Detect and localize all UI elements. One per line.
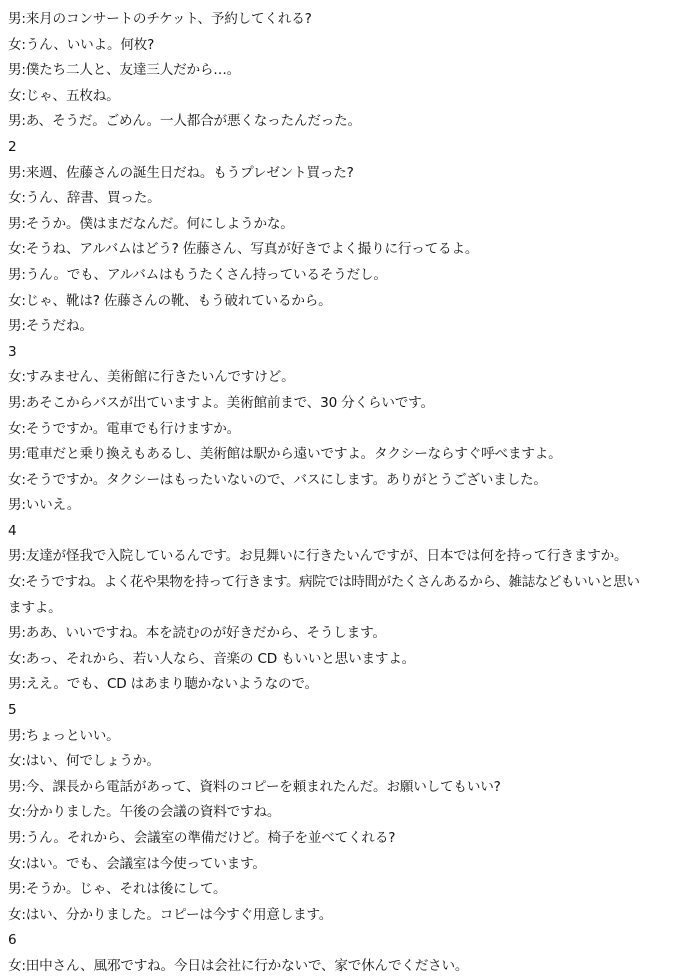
- section-number: 2: [8, 138, 17, 155]
- transcript-line: 男:ちょっといい。: [8, 727, 120, 744]
- transcript-line: 女:じゃ、靴は? 佐藤さんの靴、もう破れているから。: [8, 292, 332, 309]
- transcript-line: 女:うん、いいよ。何枚?: [8, 36, 155, 53]
- transcript-line: 男:あ、そうだ。ごめん。一人都合が悪くなったんだった。: [8, 113, 361, 130]
- section-number: 5: [8, 702, 17, 719]
- transcript-line: 男:うん。でも、アルバムはもうたくさん持っているそうだし。: [8, 266, 387, 283]
- section-number: 6: [8, 932, 17, 949]
- transcript-line: 男:あそこからバスが出ていますよ。美術館前まで、30 分くらいです。: [8, 394, 434, 411]
- transcript-line: 女:分かりました。午後の会議の資料ですね。: [8, 804, 281, 821]
- transcript-line: 男:そうか。じゃ、それは後にして。: [8, 881, 227, 898]
- transcript-line: 女:そうですか。電車でも行けますか。: [8, 420, 241, 437]
- transcript-line: 男:今、課長から電話があって、資料のコピーを頼まれたんだ。お願いしてもいい?: [8, 778, 501, 795]
- section-number: 3: [8, 343, 17, 360]
- transcript-line: 男:僕たち二人と、友達三人だから…。: [8, 62, 241, 79]
- transcript-line: 男:ああ、いいですね。本を読むのが好きだから、そうします。: [8, 625, 386, 642]
- transcript-line: 男:いいえ。: [8, 497, 81, 514]
- transcript-line: 男:ええ。でも、CD はあまり聴かないようなので。: [8, 676, 318, 693]
- transcript-line: 男:そうか。僕はまだなんだ。何にしようかな。: [8, 215, 294, 232]
- transcript-line: 女:うん、辞書、買った。: [8, 190, 161, 207]
- transcript-line: 男:友達が怪我で入院しているんです。お見舞いに行きたいんですが、日本では何を持って行きますか。: [8, 548, 628, 565]
- transcript-line: 女:はい、分かりました。コピーは今すぐ用意します。: [8, 906, 333, 923]
- transcript-line: 男:うん。それから、会議室の準備だけど。椅子を並べてくれる?: [8, 830, 396, 846]
- transcript-line: 女:はい、何でしょうか。: [8, 753, 160, 770]
- transcript-line: 男:電車だと乗り換えもあるし、美術館は駅から遠いですよ。タクシーならすぐ呼べますよ。: [8, 446, 562, 463]
- transcript-line: 男:来月のコンサートのチケット、予約してくれる?: [8, 11, 312, 27]
- transcript-line-continuation: ますよ。: [8, 599, 62, 616]
- section-number: 4: [8, 522, 17, 539]
- transcript-line: 女:はい。でも、会議室は今使っています。: [8, 855, 266, 872]
- transcript-line: 女:そうね、アルバムはどう? 佐藤さん、写真が好きでよく撮りに行ってるよ。: [8, 241, 479, 258]
- transcript-line: 女:田中さん、風邪ですね。今日は会社に行かないで、家で休んでください。: [8, 957, 469, 974]
- transcript-line: 女:そうですね。よく花や果物を持って行きます。病院では時間がたくさんあるから、雑誌などもいいと思い: [8, 574, 640, 591]
- transcript-line: 女:そうですか。タクシーはもったいないので、バスにします。ありがとうございました。: [8, 471, 547, 488]
- transcript-line: 男:そうだね。: [8, 318, 93, 335]
- transcript-line: 女:じゃ、五枚ね。: [8, 87, 120, 104]
- transcript-line: 女:すみません、美術館に行きたいんですけど。: [8, 369, 295, 386]
- transcript-line: 男:来週、佐藤さんの誕生日だね。もうプレゼント買った?: [8, 164, 354, 181]
- transcript-line: 女:あっ、それから、若い人なら、音楽の CD もいいと思いますよ。: [8, 650, 416, 667]
